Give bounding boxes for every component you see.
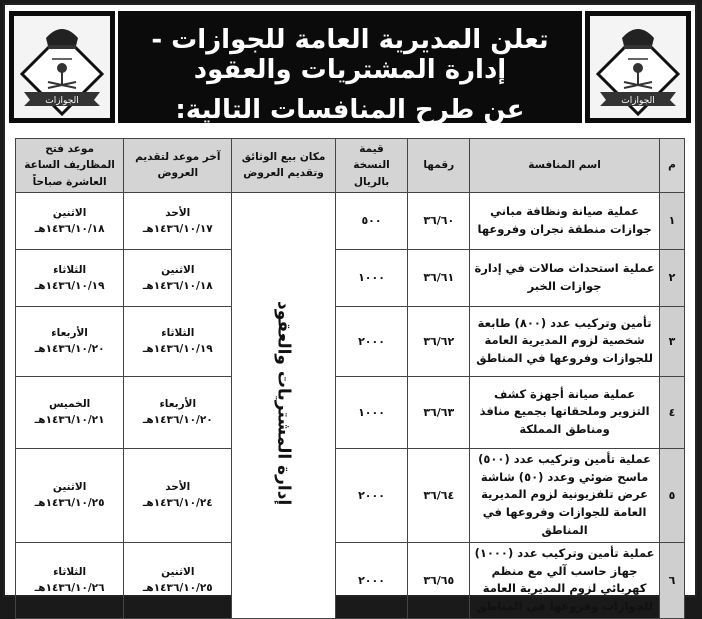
col-header-num: م (659, 139, 684, 193)
open-date-cell (16, 249, 124, 306)
last-day: الاثنين (161, 566, 195, 579)
logo-right (585, 11, 691, 123)
passports-emblem-icon (590, 16, 686, 118)
tender-price: ٥٠٠ (335, 192, 408, 249)
col-header-last-date: آخر موعد لتقديم العروض (124, 139, 232, 193)
tender-name: عملية صيانة ونظافة مباني جوازات منطقة نجران وفروعها (470, 192, 660, 249)
tender-price: ٢٠٠٠ (335, 306, 408, 376)
last-date-cell (124, 448, 232, 542)
announcement-subtitle: عن طرح المنافسات التالية: (175, 95, 525, 125)
tender-name: تأمين وتركيب عدد (٨٠٠) طابعة شخصية لزوم المديرية العامة للجوازات وفروعها في المناطق (470, 306, 660, 376)
passports-emblem-icon (14, 16, 110, 118)
row-num: ٥ (659, 448, 684, 542)
row-num: ٦ (659, 542, 684, 618)
announcement-banner (118, 11, 582, 123)
row-num: ٢ (659, 249, 684, 306)
tender-ref: ٣٦/٦٠ (408, 192, 470, 249)
col-header-open-date: موعد فتح المظاريف الساعة العاشرة صباحاً (16, 139, 124, 193)
tender-price: ٢٠٠٠ (335, 542, 408, 618)
last-day: الأربعاء (159, 398, 197, 411)
last-date: ١٤٣٦/١٠/١٧هـ (142, 222, 213, 235)
advertisement-frame (3, 3, 697, 614)
open-day: الاثنين (52, 206, 87, 219)
row-num: ٣ (659, 306, 684, 376)
last-day: الثلاثاء (161, 327, 195, 340)
tenders-table (15, 138, 685, 619)
last-date: ١٤٣٦/١٠/٢٥هـ (142, 582, 213, 595)
last-date: ١٤٣٦/١٠/١٨هـ (142, 279, 213, 292)
open-day: الثلاثاء (53, 566, 87, 579)
last-date: ١٤٣٦/١٠/١٩هـ (142, 343, 213, 356)
table-header-row (16, 139, 685, 193)
open-day: الأربعاء (51, 327, 88, 340)
place-value: إدارة المشتريات والعقود (273, 300, 294, 506)
open-date-cell (16, 448, 124, 542)
last-date: ١٤٣٦/١٠/٢٠هـ (142, 414, 213, 427)
open-date: ١٤٣٦/١٠/١٨هـ (34, 222, 105, 235)
col-header-ref: رقمها (408, 139, 470, 193)
tender-ref: ٣٦/٦٤ (408, 448, 470, 542)
row-num: ١ (659, 192, 684, 249)
last-date-cell (124, 192, 232, 249)
table-row (16, 542, 685, 618)
tender-ref: ٣٦/٦١ (408, 249, 470, 306)
tender-ref: ٣٦/٦٢ (408, 306, 470, 376)
table-row (16, 448, 685, 542)
open-date: ١٤٣٦/١٠/١٩هـ (34, 279, 105, 292)
last-date-cell (124, 376, 232, 448)
last-date-cell (124, 542, 232, 618)
last-day: الاثنين (161, 263, 195, 276)
open-date-cell (16, 376, 124, 448)
last-date-cell (124, 249, 232, 306)
tender-name: عملية صيانة أجهزة كشف التزوير وملحقاتها بجميع منافذ ومناطق المملكة (470, 376, 660, 448)
row-num: ٤ (659, 376, 684, 448)
tender-name: عملية تأمين وتركيب عدد (١٠٠٠) جهاز حاسب آلي مع منظم كهربائي لزوم المديرية العامة للجوازات وفروعها في المناطق (470, 542, 660, 618)
open-date: ١٤٣٦/١٠/٢١هـ (34, 414, 105, 427)
tender-price: ٢٠٠٠ (335, 448, 408, 542)
open-day: الثلاثاء (53, 263, 87, 276)
ad-header (5, 5, 695, 129)
tender-ref: ٣٦/٦٣ (408, 376, 470, 448)
col-header-price: قيمة النسخة بالريال (335, 139, 408, 193)
tender-price: ١٠٠٠ (335, 249, 408, 306)
tender-name: عملية استحداث صالات في إدارة جوازات الخبر (470, 249, 660, 306)
last-date: ١٤٣٦/١٠/٢٤هـ (142, 497, 213, 510)
tender-name: عملية تأمين وتركيب عدد (٥٠٠) ماسح ضوئي وعدد (٥٠) شاشة عرض تلفزيونية لزوم المديرية العامة للجوازات وفروعها في المناطق (470, 448, 660, 542)
table-row (16, 306, 685, 376)
col-header-place: مكان بيع الوثائق وتقديم العروض (232, 139, 335, 193)
open-day: الاثنين (52, 481, 87, 494)
open-date: ١٤٣٦/١٠/٢٥هـ (34, 497, 105, 510)
announcement-title: تعلن المديرية العامة للجوازات - إدارة المشتريات والعقود (151, 25, 549, 85)
table-row (16, 249, 685, 306)
col-header-name: اسم المنافسة (470, 139, 660, 193)
svg-text:الجوازات: الجوازات (45, 96, 79, 106)
tender-ref: ٣٦/٦٥ (408, 542, 470, 618)
last-date-cell (124, 306, 232, 376)
open-date-cell (16, 542, 124, 618)
table-row (16, 192, 685, 249)
open-date-cell (16, 306, 124, 376)
last-day: الأحد (165, 481, 191, 494)
logo-left (9, 11, 115, 123)
open-date: ١٤٣٦/١٠/٢٠هـ (34, 343, 105, 356)
table-row (16, 376, 685, 448)
last-day: الأحد (165, 206, 191, 219)
place-cell (232, 192, 335, 618)
open-date: ١٤٣٦/١٠/٢٦هـ (34, 582, 105, 595)
open-date-cell (16, 192, 124, 249)
svg-text:الجوازات: الجوازات (621, 96, 655, 106)
open-day: الخميس (48, 398, 91, 411)
tender-price: ١٠٠٠ (335, 376, 408, 448)
